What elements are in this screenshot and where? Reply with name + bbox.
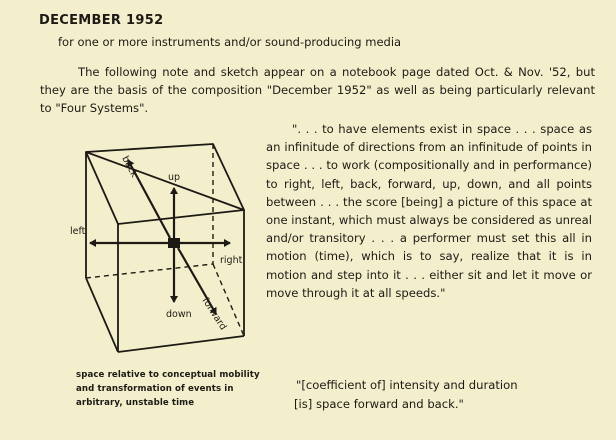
document-subtitle: for one or more instruments and/or sound-producing media — [58, 35, 402, 49]
box-back-top-edges — [86, 144, 244, 210]
closing-quote — [296, 376, 596, 414]
closing-quote-line-1: "[coefficient of] intensity and duration — [296, 378, 518, 392]
label-back: back — [119, 154, 140, 180]
box-top-face — [86, 152, 244, 224]
intro-paragraph: The following note and sketch appear on a notebook page dated Oct. & Nov. '52, but they are the basis of the composition "December 1952" as well as being particularly relevant to "Four Systems". — [40, 65, 595, 116]
label-forward: forward — [199, 295, 229, 333]
quote-text: ". . . to have elements exist in space . . . space as an infinitude of directions from an infinitude of points in space . . . to work (compositionally and in performance) to right, left, back, forward, up, down, and all points between . . . the score [being] a picture of this space at one instant, which must always be considered as unreal and/or transitory . . . a performer must set this all in motion (time), which is to say, realize that it is in motion and step into it . . . either sit and let it move or move through it at all speeds." — [266, 122, 592, 300]
space-diagram — [70, 142, 268, 357]
label-right: right — [220, 255, 243, 266]
box-bottom-front-edge — [118, 336, 244, 352]
figure-caption: space relative to conceptual mobility and transformation of events in arbitrary, unstable time — [76, 370, 260, 409]
quote-paragraph — [266, 120, 592, 302]
label-left: left — [70, 226, 86, 237]
label-up: up — [168, 172, 181, 183]
box-bottom-left-edge — [86, 278, 118, 352]
closing-quote-line-2: [is] space forward and back." — [294, 397, 464, 411]
label-down: down — [166, 309, 192, 320]
document-title: DECEMBER 1952 — [39, 13, 164, 28]
origin-point — [168, 238, 180, 248]
